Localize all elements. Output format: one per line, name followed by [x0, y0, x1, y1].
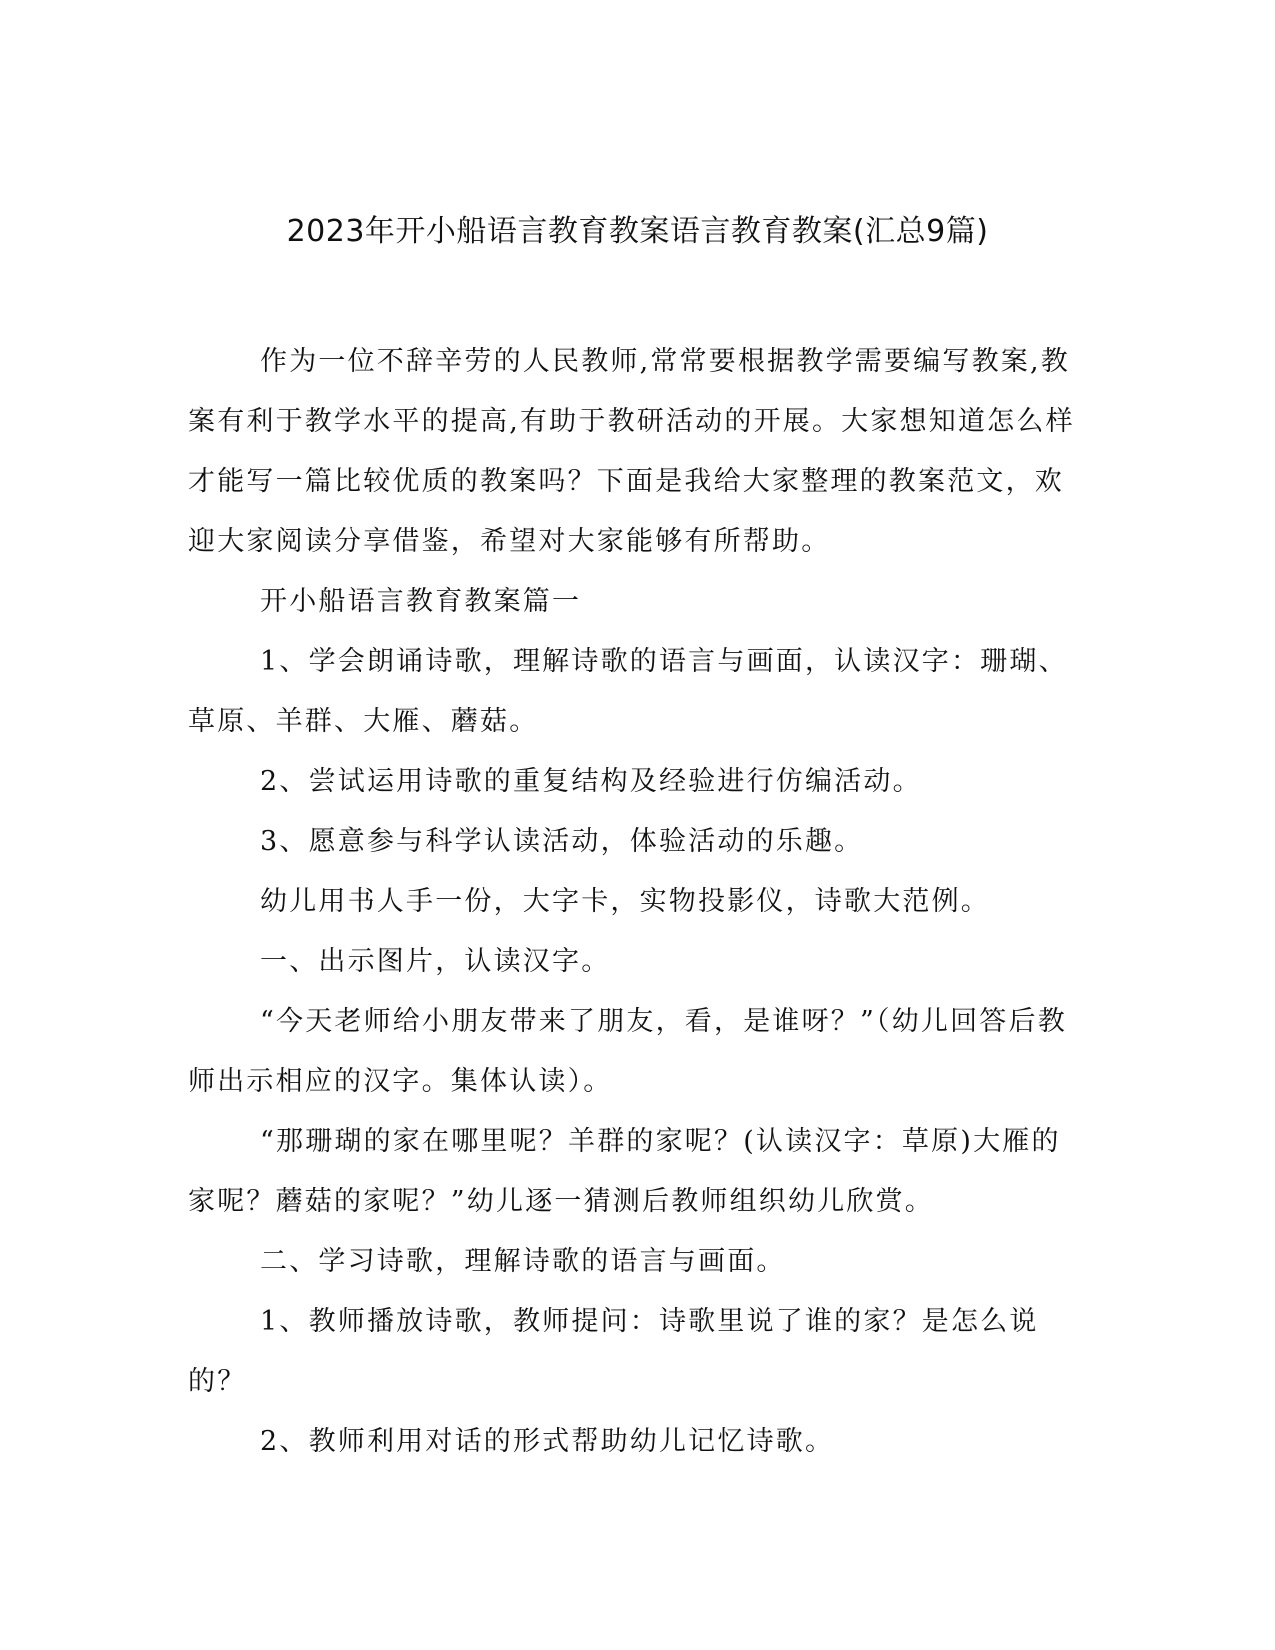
step-1-heading: 一、出示图片，认读汉字。 [260, 946, 611, 977]
document-title: 2023年开小船语言教育教案语言教育教案(汇总9篇) [286, 214, 989, 249]
step-2-item-1: 1、教师播放诗歌，教师提问：诗歌里说了谁的家？是怎么说的？ [188, 1306, 1039, 1397]
step-1-dialogue-2: “那珊瑚的家在哪里呢？羊群的家呢？(认读汉字：草原)大雁的家呢？蘑菇的家呢？”幼儿逐一猜测后教师组织幼儿欣赏。 [188, 1126, 1061, 1217]
section-heading: 开小船语言教育教案篇一 [260, 586, 582, 617]
step-2-item-2: 2、教师利用对话的形式帮助幼儿记忆诗歌。 [260, 1426, 835, 1457]
step-1-dialogue-1: “今天老师给小朋友带来了朋友，看，是谁呀？”（幼儿回答后教师出示相应的汉字。集体认读）。 [188, 1006, 1067, 1097]
objective-2: 2、尝试运用诗歌的重复结构及经验进行仿编活动。 [260, 766, 922, 797]
objective-1: 1、学会朗诵诗歌，理解诗歌的语言与画面，认读汉字：珊瑚、草原、羊群、大雁、蘑菇。 [188, 646, 1068, 737]
materials-paragraph: 幼儿用书人手一份，大字卡，实物投影仪，诗歌大范例。 [260, 886, 990, 917]
document-body [188, 332, 1078, 1472]
objective-3: 3、愿意参与科学认读活动，体验活动的乐趣。 [260, 826, 864, 857]
step-2-heading: 二、学习诗歌，理解诗歌的语言与画面。 [260, 1246, 786, 1277]
intro-paragraph: 作为一位不辞辛劳的人民教师,常常要根据教学需要编写教案,教案有利于教学水平的提高,有助于教研活动的开展。大家想知道怎么样才能写一篇比较优质的教案吗？下面是我给大家整理的教案范文，欢迎大家阅读分享借鉴，希望对大家能够有所帮助。 [188, 346, 1075, 557]
